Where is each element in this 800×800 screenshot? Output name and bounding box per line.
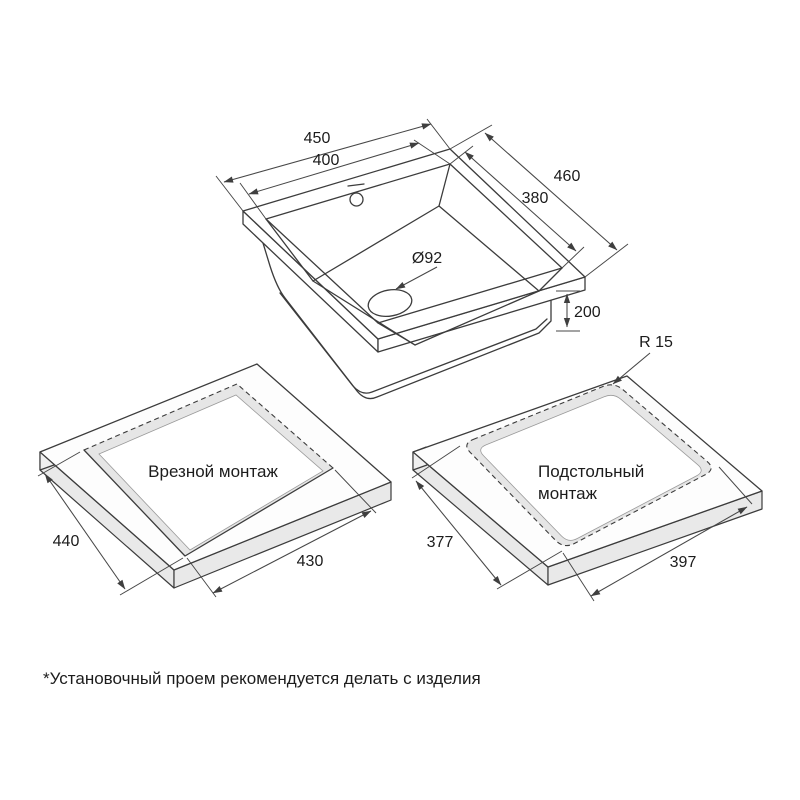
undermount-front-dim-label: 397 (669, 554, 697, 571)
sink-isometric-view (216, 119, 628, 399)
inset-side-dim-label: 440 (52, 533, 80, 550)
inset-front-dim-label: 430 (296, 553, 324, 570)
sink-depth-outer-label: 460 (553, 168, 581, 185)
undermount-label-line1: Подстольный (538, 462, 645, 481)
corner-radius-label: R 15 (639, 334, 673, 351)
undermount-label-line2: монтаж (538, 484, 597, 503)
undermount-side-dim-label: 377 (426, 534, 454, 551)
sink-width-outer-label: 450 (303, 130, 331, 147)
footnote: *Установочный проем рекомендуется делать с изделия (43, 669, 481, 688)
sink-width-inner-label: 400 (312, 152, 340, 169)
drain-diameter-label: Ø92 (411, 250, 443, 267)
inset-mount-label: Врезной монтаж (148, 462, 278, 481)
bowl-depth-label: 200 (574, 304, 601, 321)
faucet-hole (350, 193, 363, 206)
undermount-diagram (412, 334, 762, 601)
sink-depth-inner-label: 380 (521, 190, 549, 207)
inset-mount-diagram (38, 364, 391, 597)
